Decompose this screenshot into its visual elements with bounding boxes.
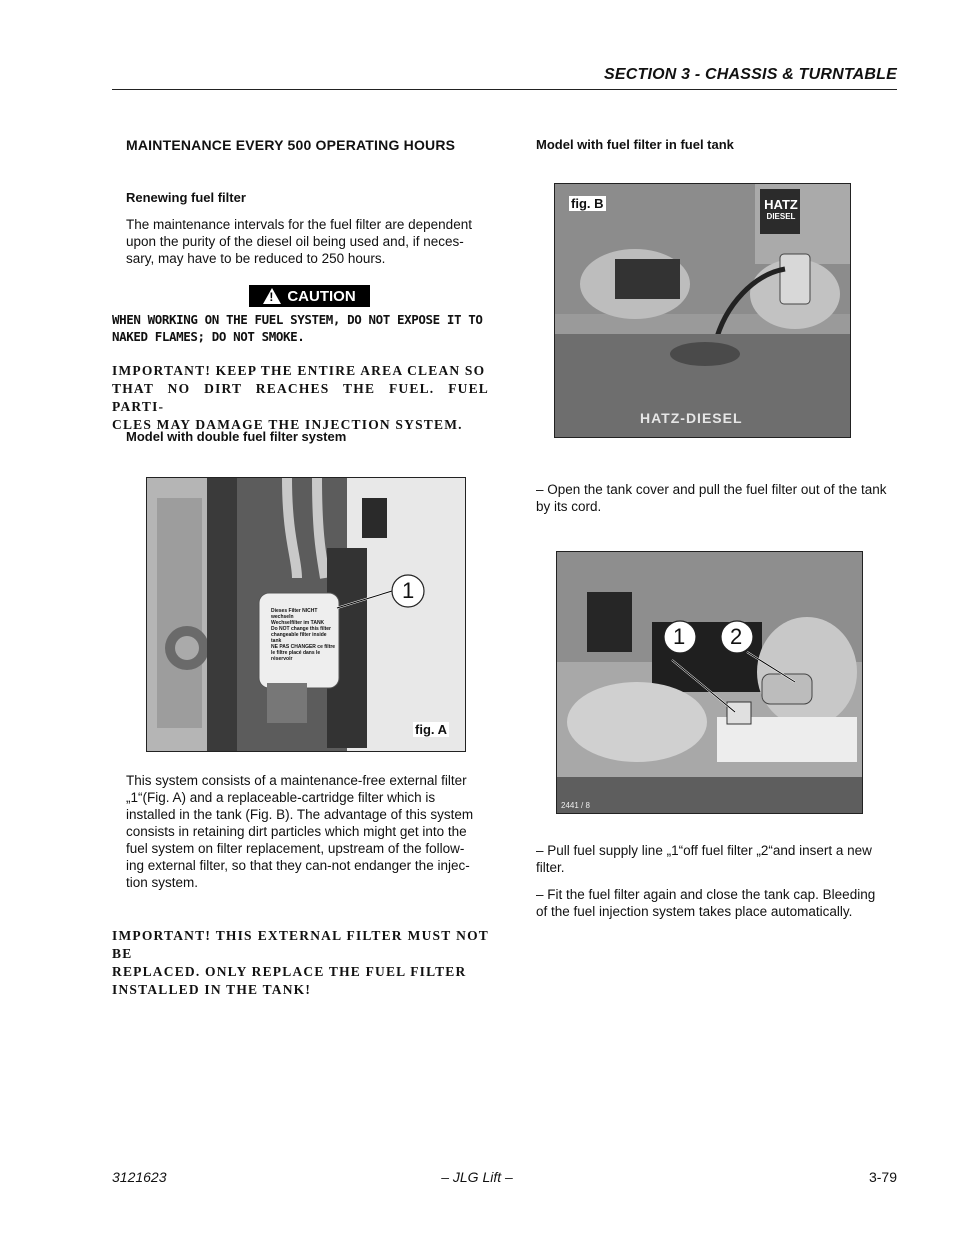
text-line: NE PAS CHANGER ce filtre	[271, 644, 336, 650]
header-rule	[112, 89, 897, 90]
text-line: – Open the tank cover and pull the fuel filter out of the tank	[536, 482, 887, 497]
text-line: changeable filter inside tank	[271, 632, 327, 644]
caution-text	[112, 311, 492, 345]
text-line: installed in the tank (Fig. B). The advantage of this system	[126, 807, 474, 822]
caution-badge	[249, 285, 370, 307]
tank-filter-illustration	[555, 184, 850, 437]
text-line: upon the purity of the diesel oil being used and, if neces-	[126, 234, 464, 249]
text-line: THAT NO DIRT REACHES THE FUEL. FUEL PARTI-	[112, 381, 489, 414]
step-1	[536, 481, 899, 515]
text-line: IMPORTANT! THIS EXTERNAL FILTER MUST NOT BE	[112, 928, 489, 961]
text-line: REPLACED. ONLY REPLACE THE FUEL FILTER	[112, 964, 467, 979]
text-line: CLES MAY DAMAGE THE INJECTION SYSTEM.	[112, 417, 463, 432]
page-number: 3-79	[868, 1169, 897, 1185]
text-line: NAKED FLAMES; DO NOT SMOKE.	[112, 329, 305, 344]
warning-triangle-icon	[263, 288, 281, 304]
text-line: consists in retaining dirt particles which might get into the	[126, 824, 467, 839]
caution-label: CAUTION	[287, 287, 356, 305]
callout-1: 1	[402, 578, 415, 603]
text-line: WHEN WORKING ON THE FUEL SYSTEM, DO NOT EXPOSE IT TO	[112, 312, 483, 327]
text-line: sary, may have to be reduced to 250 hours.	[126, 251, 386, 266]
figure-c-photo	[556, 551, 863, 814]
hatz-diesel-brand: HATZ-DIESEL	[640, 410, 743, 426]
important-notice-1	[112, 362, 489, 434]
text-line: ing external filter, so that they can-not endanger the injec-	[126, 858, 470, 873]
figure-code: 2441 / 8	[561, 801, 590, 810]
section-title: SECTION 3 - CHASSIS & TURNTABLE	[603, 66, 897, 83]
callout-2: 2	[730, 624, 743, 649]
hatz-logo	[761, 197, 801, 221]
hatz-logo-text: HATZ	[764, 197, 798, 212]
text-line: IMPORTANT! KEEP THE ENTIRE AREA CLEAN SO	[112, 363, 486, 378]
maintenance-heading: MAINTENANCE EVERY 500 OPERATING HOURS	[126, 137, 456, 153]
callout-1: 1	[673, 624, 686, 649]
tank-filter-subheading: Model with fuel filter in fuel tank	[536, 137, 734, 152]
text-line: This system consists of a maintenance-free external filter	[126, 773, 467, 788]
text-line: – Fit the fuel filter again and close the tank cap. Bleeding	[536, 887, 876, 902]
text-line: Wechselfilter im TANK	[271, 620, 325, 626]
text-line: tion system.	[126, 875, 199, 890]
step-2	[536, 842, 899, 876]
figure-a-photo	[146, 477, 466, 752]
text-line: – Pull fuel supply line „1“off fuel filter „2“and insert a new	[536, 843, 872, 858]
intro-paragraph	[126, 216, 489, 267]
figure-b-photo	[554, 183, 851, 438]
important-notice-2	[112, 927, 489, 999]
text-line: fuel system on filter replacement, upstream of the follow-	[126, 841, 465, 856]
filter-replacement-illustration	[557, 552, 862, 813]
hatz-logo-sub: DIESEL	[766, 212, 796, 221]
text-line: Dieses Filter NICHT wechseln	[271, 608, 318, 620]
renewing-subheading: Renewing fuel filter	[126, 190, 246, 205]
text-line: INSTALLED IN THE TANK!	[112, 982, 312, 997]
system-paragraph	[126, 772, 489, 891]
filter-label-text	[271, 608, 337, 662]
text-line: „1“(Fig. A) and a replaceable-cartridge filter which is	[126, 790, 436, 805]
text-line: Do NOT change this filter	[271, 626, 332, 632]
text-line: The maintenance intervals for the fuel filter are dependent	[126, 217, 472, 232]
double-filter-subheading: Model with double fuel filter system	[126, 429, 347, 444]
fig-b-label: fig. B	[571, 196, 604, 211]
footer-center: – JLG Lift –	[441, 1169, 513, 1185]
text-line: by its cord.	[536, 499, 602, 514]
step-3	[536, 886, 899, 920]
text-line: of the fuel injection system takes place automatically.	[536, 904, 853, 919]
text-line: filter.	[536, 860, 565, 875]
fig-a-label: fig. A	[415, 722, 448, 737]
document-number: 3121623	[112, 1169, 167, 1185]
text-line: le filtre placé dans le réservoir	[271, 650, 321, 662]
